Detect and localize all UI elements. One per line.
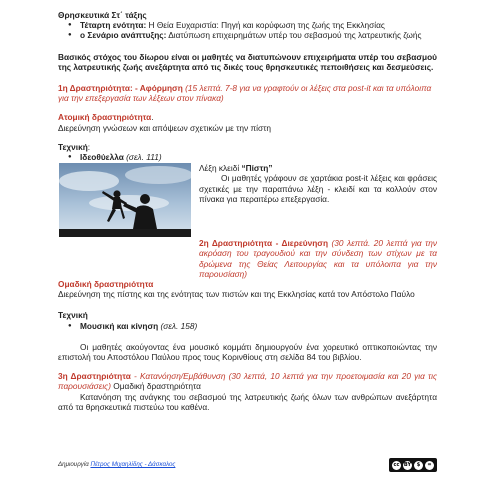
nc-icon: $: [414, 461, 423, 470]
technique-1-row: [58, 163, 437, 237]
activity-1: 1η Δραστηριότητα: - Αφόρμηση (15 λεπτά. 7-8 για να γραφτούν οι λέξεις στα post-it και τα υπόλοιπα για την επεξεργασία των λέξεων στον πίνακα): [58, 83, 432, 104]
cc-icon: cc: [393, 461, 400, 468]
individual-activity-text: Διερεύνηση γνώσεων και απόψεων σχετικών με την πίστη: [58, 122, 272, 133]
technique-1-description: [199, 163, 437, 237]
group-activity-text: Διερεύνηση της πίστης και της ενότητας των πιστών και της Εκκλησίας κατά τον Απόστολο Παύλο: [58, 289, 415, 300]
technique-2-heading: Τεχνική: [58, 310, 88, 321]
author-link[interactable]: Πέτρος Μιχαηλίδης - Δάσκαλος: [90, 461, 176, 468]
by-icon: BY: [403, 461, 412, 468]
header-item-unit: ● Τέταρτη ενότητα: Η Θεία Ευχαριστία: Πηγή και κορύφωση της ζωής της Εκκλησίας: [58, 20, 437, 30]
document-title: Θρησκευτικά Στ΄ τάξης: [58, 10, 147, 20]
technique-1-heading: Τεχνική:: [58, 141, 91, 152]
header-list: [58, 20, 437, 40]
nd-icon: =: [425, 461, 434, 470]
header-item-scenario: ● ο Σενάριο ανάπτυξης: Διατύπωση επιχειρημάτων υπέρ του σεβασμού της λατρευτικής ζωής: [58, 30, 437, 40]
individual-activity-heading: Ατομική δραστηριότητα.: [58, 112, 154, 123]
keyword-line: Λέξη κλειδί “Πίστη”: [199, 163, 273, 174]
activity-3: 3η Δραστηριότητα - Κατανόηση/Εμβάθυνση (30 λεπτά, 10 λεπτά για την προετοιμασία και 20 για τις παρουσιάσεις) Ομαδική δραστηριότητα: [58, 371, 437, 392]
technique-1-list: [58, 152, 437, 162]
technique-1-item: ● Ιδεοθύελλα (σελ. 111): [58, 152, 437, 162]
parent-child-silhouette-image: [59, 163, 191, 237]
group-activity-heading: Ομαδική δραστηριότητα: [58, 279, 154, 290]
technique-1-text: Οι μαθητές γράφουν σε χαρτάκια post-it λέξεις και φράσεις σχετικές με την παραπάνω λέξη - κλειδί και τα κολλούν στον πίνακα για περαιτέρω επεξεργασία.: [199, 173, 437, 204]
activity-3-text: Κατανόηση της ανάγκης του σεβασμού της λατρευτικής ζωής όλων των ανθρώπων ανεξάρτητα από τα θρησκευτικά πιστεύω του καθένα.: [58, 391, 437, 412]
technique-2-text: Οι μαθητές ακούγοντας ένα μουσικό κομμάτι δημιουργούν ένα χορευτικό οπτικοποιώντας την επιστολή του Αποστόλου Παύλου προς τους Κορινθίους στη σελίδα 84 του βιβλίου.: [58, 341, 437, 363]
footer-credit: Δημιουργία Πέτρος Μιχαηλίδης - Δάσκαλος: [58, 461, 176, 468]
activity-2: 2η Δραστηριότητα - Διερεύνηση (30 λεπτά. 20 λεπτά για την ακρόαση του τραγουδιού και την σύνδεση των στίχων με τα δρώμενα της Θείας Λειτουργίας και τα υπόλοιπα για την παρουσίαση): [199, 238, 437, 279]
technique-2-list: [58, 321, 437, 331]
technique-2-item: ● Μουσική και κίνηση (σελ. 158): [58, 321, 437, 331]
creative-commons-icon[interactable]: [389, 458, 437, 472]
main-goal: Βασικός στόχος του δίωρου είναι οι μαθητές να διατυπώνουν επιχειρήματα υπέρ του σεβασμού της λατρευτικής ζωής ανεξάρτητα από τις δικές τους θρησκευτικές πεποιθήσεις και δεσμεύσεις.: [58, 51, 437, 72]
silhouette-photo: [59, 163, 191, 237]
